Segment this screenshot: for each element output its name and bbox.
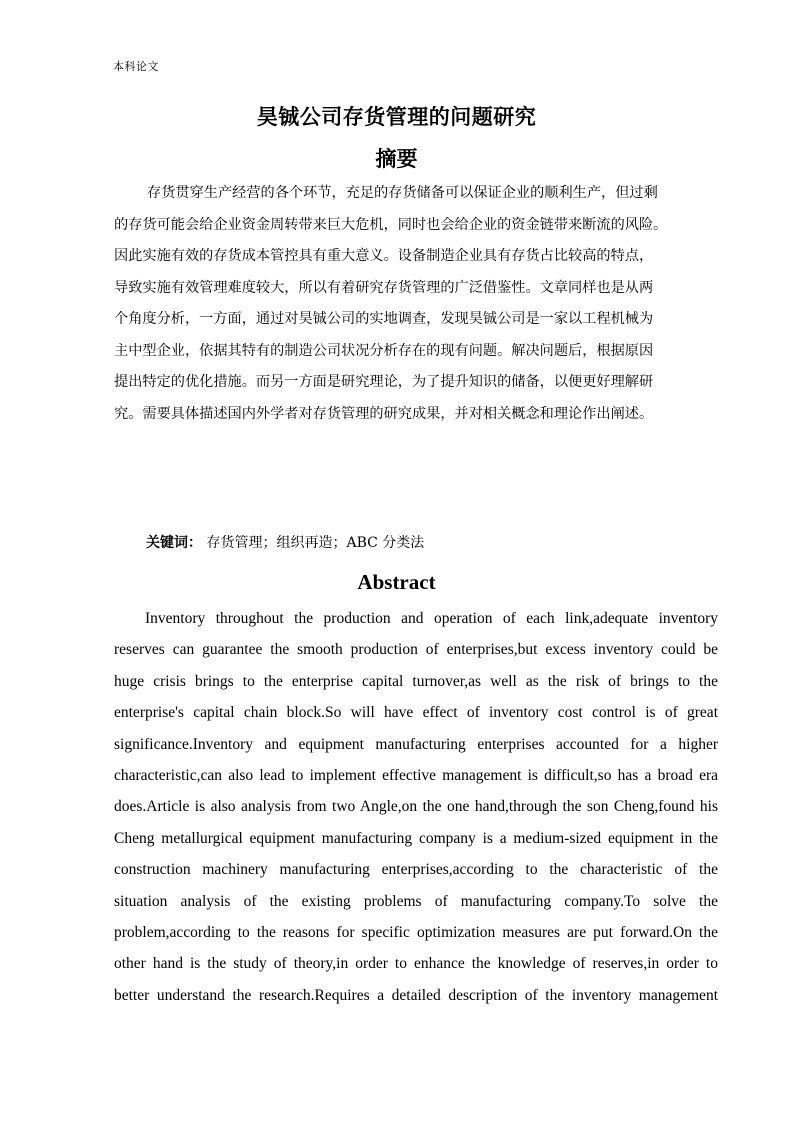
abstract-en-line: does.Article is also analysis from two Angle,on the one hand,through the son Cheng,found his bbox=[114, 798, 718, 816]
abstract-en-line: Cheng metallurgical equipment manufacturing company is a medium-sized equipment in the bbox=[114, 829, 718, 847]
abstract-en-line: significance.Inventory and equipment manufacturing enterprises accounted for a higher bbox=[114, 735, 718, 753]
page-header: 本科论文 bbox=[113, 60, 159, 73]
abstract-en-body bbox=[114, 603, 718, 1011]
abstract-en-line: better understand the research.Requires a detailed description of the inventory management bbox=[114, 986, 718, 1004]
keywords-label: 关键词： bbox=[146, 535, 202, 551]
paper-title: 昊铖公司存货管理的问题研究 bbox=[256, 105, 537, 129]
abstract-en-line: situation analysis of the existing problems of manufacturing company.To solve the bbox=[114, 892, 718, 910]
abstract-cn-heading: 摘要 bbox=[375, 147, 418, 171]
abstract-cn-line: 个角度分析，一方面，通过对昊铖公司的实地调查，发现昊铖公司是一家以工程机械为 bbox=[114, 311, 654, 327]
abstract-cn-line: 导致实施有效管理难度较大，所以有着研究存货管理的广泛借鉴性。文章同样也是从两 bbox=[114, 279, 654, 296]
abstract-en-heading: Abstract bbox=[357, 570, 436, 594]
abstract-en-line: construction machinery manufacturing enterprises,according to the characteristic of the bbox=[114, 861, 718, 879]
keywords-value: 存货管理；组织再造；ABC 分类法 bbox=[206, 535, 425, 551]
abstract-en-line: reserves can guarantee the smooth production of enterprises,but excess inventory could be bbox=[114, 641, 718, 659]
abstract-cn-body bbox=[114, 178, 725, 430]
abstract-en-line: huge crisis brings to the enterprise capital turnover,as well as the risk of brings to the bbox=[114, 672, 718, 690]
abstract-cn-line: 究。需要具体描述国内外学者对存货管理的研究成果，并对相关概念和理论作出阐述。 bbox=[114, 405, 654, 422]
abstract-en-line: enterprise's capital chain block.So will have effect of inventory cost control is of great bbox=[114, 704, 718, 722]
abstract-en-line: Inventory throughout the production and operation of each link,adequate inventory bbox=[145, 610, 718, 627]
abstract-en-line: characteristic,can also lead to implement effective management is difficult,so has a broad era bbox=[114, 767, 718, 785]
abstract-cn-line: 主中型企业，依据其特有的制造公司状况分析存在的现有问题。解决问题后，根据原因 bbox=[114, 342, 654, 359]
abstract-en-line: other hand is the study of theory,in order to enhance the knowledge of reserves,in order to bbox=[114, 955, 718, 973]
abstract-cn-line: 存货贯穿生产经营的各个环节，充足的存货储备可以保证企业的顺利生产，但过剩 bbox=[147, 185, 658, 201]
abstract-cn-line: 的存货可能会给企业资金周转带来巨大危机，同时也会给企业的资金链带来断流的风险。 bbox=[114, 216, 668, 233]
abstract-cn-line: 因此实施有效的存货成本管控具有重大意义。设备制造企业具有存货占比较高的特点， bbox=[114, 248, 654, 264]
abstract-cn-line: 提出特定的优化措施。而另一方面是研究理论，为了提升知识的储备，以便更好理解研 bbox=[114, 374, 654, 390]
keywords bbox=[146, 532, 424, 552]
abstract-en-line: problem,according to the reasons for specific optimization measures are put forward.On the bbox=[114, 924, 718, 942]
